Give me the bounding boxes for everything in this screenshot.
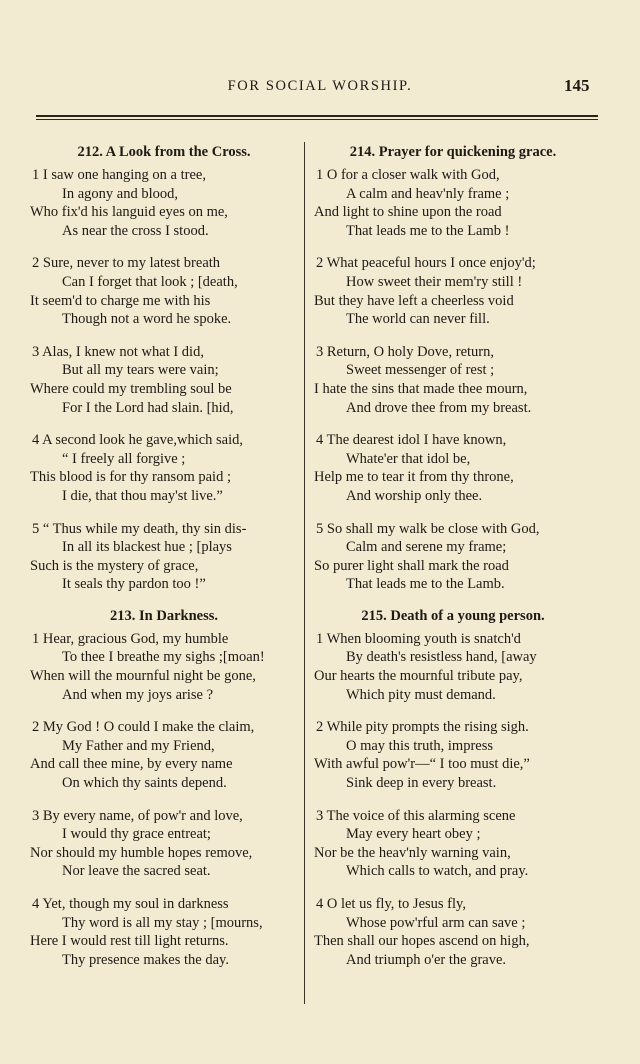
verse-line: 4 The dearest idol I have known,: [316, 432, 507, 449]
hymn: [314, 144, 592, 594]
verse-line: Such is the mystery of grace,: [30, 557, 199, 574]
verse-line: Nor be the heav'nly warning vain,: [314, 844, 511, 861]
verse-line: Who fix'd his languid eyes on me,: [30, 204, 228, 221]
running-header: FOR SOCIAL WORSHIP.: [227, 78, 413, 94]
verse-line: This blood is for thy ransom paid ;: [30, 469, 231, 486]
verse-line: And call thee mine, by every name: [30, 756, 233, 773]
verse-line: Though not a word he spoke.: [62, 311, 232, 328]
verse-line: Can I forget that look ; [death,: [62, 273, 238, 290]
stanza: [30, 807, 298, 881]
hymn-title: 213. In Darkness.: [110, 607, 218, 624]
header-rule: [36, 115, 598, 120]
verse-line: And drove thee from my breast.: [346, 399, 532, 416]
verse-line: 3 The voice of this alarming scene: [316, 807, 516, 824]
stanza: [314, 895, 592, 969]
hymn: [30, 608, 298, 970]
verse-line: May every heart obey ;: [346, 826, 481, 843]
stanza: [314, 520, 592, 594]
stanza: [30, 431, 298, 505]
stanza: [314, 630, 592, 704]
verse-line: By death's resistless hand, [away: [346, 649, 537, 666]
stanza: [314, 431, 592, 505]
stanza: [30, 166, 298, 240]
verse-line: Which calls to watch, and pray.: [346, 863, 529, 880]
verse-line: For I the Lord had slain. [hid,: [62, 399, 234, 416]
hymn-title: 212. A Look from the Cross.: [77, 144, 251, 160]
verse-line: 1 When blooming youth is snatch'd: [316, 630, 521, 647]
hymn: [314, 608, 592, 970]
verse-line: But they have left a cheerless void: [314, 292, 514, 309]
stanza: [30, 630, 298, 704]
verse-line: “ I freely all forgive ;: [62, 450, 186, 467]
verse-line: Nor leave the sacred seat.: [62, 863, 211, 880]
stanza: [30, 343, 298, 417]
verse-line: And triumph o'er the grave.: [346, 951, 507, 968]
stanza: [30, 254, 298, 328]
verse-line: 3 Alas, I knew not what I did,: [32, 343, 204, 360]
verse-line: When will the mournful night be gone,: [30, 668, 256, 685]
verse-line: 4 O let us fly, to Jesus fly,: [316, 896, 466, 912]
verse-line: 2 What peaceful hours I once enjoy'd;: [316, 255, 536, 272]
hymn-title: 215. Death of a young person.: [361, 607, 545, 624]
verse-line: It seals thy pardon too !”: [62, 576, 206, 593]
verse-line: 2 Sure, never to my latest breath: [32, 255, 221, 272]
verse-line: Thy word is all my stay ; [mourns,: [62, 914, 263, 931]
verse-line: A calm and heav'nly frame ;: [346, 185, 510, 202]
verse-line: I hate the sins that made thee mourn,: [314, 380, 528, 397]
verse-line: 5 “ Thus while my death, thy sin dis-: [32, 520, 247, 537]
verse-line: And light to shine upon the road: [314, 204, 502, 221]
verse-line: In all its blackest hue ; [plays: [62, 539, 232, 556]
verse-line: 1 I saw one hanging on a tree,: [32, 167, 206, 183]
verse-line: And worship only thee.: [346, 487, 483, 504]
column-divider: [304, 142, 305, 1004]
hymn: [30, 144, 298, 594]
verse-line: 5 So shall my walk be close with God,: [316, 520, 540, 537]
verse-line: Thy presence makes the day.: [62, 951, 229, 968]
verse-line: To thee I breathe my sighs ;[moan!: [62, 649, 265, 666]
verse-line: That leads me to the Lamb !: [346, 222, 510, 239]
stanza: [30, 895, 298, 969]
verse-line: Then shall our hopes ascend on high,: [314, 933, 530, 950]
verse-line: And when my joys arise ?: [62, 686, 214, 703]
verse-line: Calm and serene my frame;: [346, 539, 507, 556]
verse-line: On which thy saints depend.: [62, 775, 227, 792]
verse-line: 4 Yet, though my soul in darkness: [32, 896, 229, 912]
page-number: 145: [564, 76, 590, 95]
verse-line: It seem'd to charge me with his: [30, 292, 211, 309]
verse-line: 3 Return, O holy Dove, return,: [316, 343, 494, 360]
hymn-title: 214. Prayer for quickening grace.: [349, 144, 557, 160]
verse-line: 1 Hear, gracious God, my humble: [32, 630, 229, 647]
verse-line: 2 My God ! O could I make the claim,: [32, 719, 255, 736]
verse-line: 2 While pity prompts the rising sigh.: [316, 719, 529, 736]
right-column: [314, 142, 592, 983]
stanza: [30, 520, 298, 594]
verse-line: O may this truth, impress: [346, 737, 494, 754]
verse-line: How sweet their mem'ry still !: [346, 273, 523, 290]
left-column: [30, 142, 298, 983]
verse-line: But all my tears were vain;: [62, 362, 219, 379]
verse-line: Where could my trembling soul be: [30, 380, 232, 397]
verse-line: In agony and blood,: [62, 185, 178, 202]
verse-line: Whate'er that idol be,: [346, 450, 471, 467]
verse-line: So purer light shall mark the road: [314, 557, 509, 574]
verse-line: With awful pow'r—“ I too must die,”: [314, 756, 530, 773]
verse-line: Our hearts the mournful tribute pay,: [314, 668, 523, 685]
verse-line: Help me to tear it from thy throne,: [314, 469, 514, 486]
verse-line: Which pity must demand.: [346, 686, 496, 703]
verse-line: 4 A second look he gave,which said,: [32, 432, 244, 449]
verse-line: As near the cross I stood.: [62, 222, 209, 239]
verse-line: Nor should my humble hopes remove,: [30, 844, 253, 861]
verse-line: That leads me to the Lamb.: [346, 576, 505, 593]
stanza: [314, 254, 592, 328]
stanza: [314, 807, 592, 881]
stanza: [314, 343, 592, 417]
verse-line: Here I would rest till light returns.: [30, 933, 229, 950]
verse-line: I would thy grace entreat;: [62, 826, 211, 843]
verse-line: 1 O for a closer walk with God,: [316, 167, 500, 183]
stanza: [314, 166, 592, 240]
verse-line: My Father and my Friend,: [62, 737, 215, 754]
verse-line: 3 By every name, of pow'r and love,: [32, 807, 243, 824]
verse-line: I die, that thou may'st live.”: [62, 487, 223, 504]
stanza: [314, 718, 592, 792]
verse-line: The world can never fill.: [346, 311, 490, 328]
verse-line: Sweet messenger of rest ;: [346, 362, 495, 379]
verse-line: Sink deep in every breast.: [346, 775, 497, 792]
stanza: [30, 718, 298, 792]
verse-line: Whose pow'rful arm can save ;: [346, 914, 526, 931]
